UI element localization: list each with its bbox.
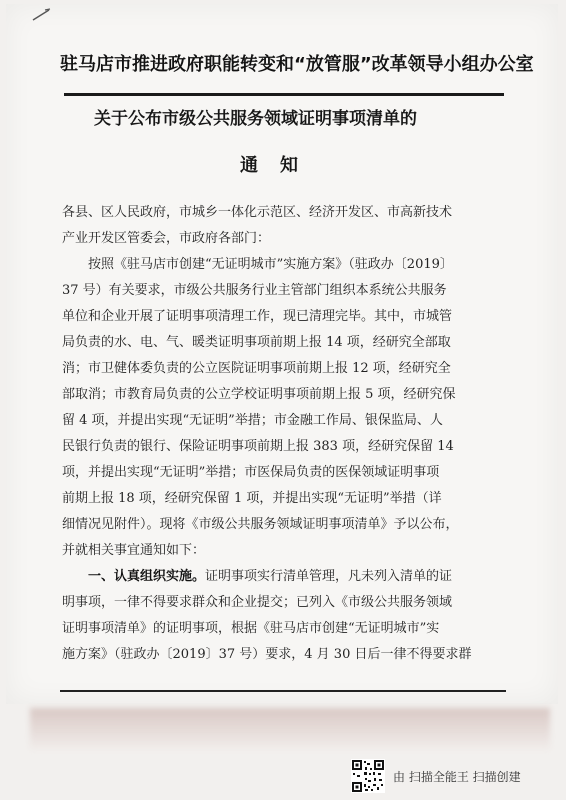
- body-line: 前期上报 18 项，经研究保留 1 项，并提出实现“无证明”举措（详: [62, 491, 442, 506]
- document-body: [62, 200, 512, 668]
- scanner-credit-text: 由 扫描全能王 扫描创建: [393, 769, 521, 784]
- body-line: 单位和企业开展了证明事项清理工作，现已清理完毕。其中，市城管: [62, 309, 453, 324]
- body-line: 37 号）有关要求，市级公共服务行业主管部门组织本系统公共服务: [62, 283, 447, 298]
- body-line: 民银行负责的银行、保险证明事项前期上报 383 项，经研究保留 14: [62, 439, 454, 454]
- body-line: 留 4 项，并提出实现“无证明”举措；市金融工作局、银保监局、人: [62, 413, 443, 428]
- body-line: 明事项，一律不得要求群众和企业提交；已列入《市级公共服务领域: [62, 595, 453, 610]
- pen-mark-icon: [31, 6, 53, 24]
- section-one-heading: 一、认真组织实施。: [88, 569, 206, 584]
- body-line: 项，并提出实现“无证明”举措；市医保局负责的医保领域证明事项: [62, 465, 440, 480]
- body-line: 按照《驻马店市创建“无证明城市”实施方案》（驻政办〔2019〕: [88, 257, 453, 272]
- body-line: 局负责的水、电、气、暖类证明事项前期上报 14 项，经研究全部取: [62, 335, 451, 350]
- body-line: 证明事项清单》的证明事项，根据《驻马店市创建“无证明城市”实: [62, 621, 440, 636]
- body-line: 部取消；市教育局负责的公立学校证明事项前期上报 5 项，经研究保: [62, 387, 456, 402]
- stamp-bleed: [30, 708, 550, 750]
- section-one-first-line: [62, 564, 512, 590]
- issuer-title: 驻马店市推进政府职能转变和“放管服”改革领导小组办公室: [60, 54, 534, 75]
- scanner-watermark: [351, 756, 521, 796]
- body-line: 产业开发区管委会，市政府各部门：: [62, 231, 271, 246]
- document-title: 关于公布市级公共服务领域证明事项清单的: [94, 109, 417, 129]
- section-one-text: 证明事项实行清单管理，凡未列入清单的证: [205, 569, 453, 584]
- qr-code-icon: [351, 759, 385, 793]
- body-line: 消；市卫健体委负责的公立医院证明事项前期上报 12 项，经研究全: [62, 361, 451, 376]
- page-bottom-rule: [60, 690, 506, 692]
- header-divider: [64, 93, 504, 96]
- body-line: 并就相关事宜通知如下：: [62, 543, 206, 558]
- body-line: 施方案》（驻政办〔2019〕37 号）要求，4 月 30 日后一律不得要求群: [62, 647, 472, 662]
- body-line: 细情况见附件）。现将《市级公共服务领域证明事项清单》予以公布，: [62, 517, 459, 532]
- body-line: 各县、区人民政府，市城乡一体化示范区、经济开发区、市高新技术: [62, 205, 453, 220]
- document-subtitle: 通知: [240, 155, 320, 176]
